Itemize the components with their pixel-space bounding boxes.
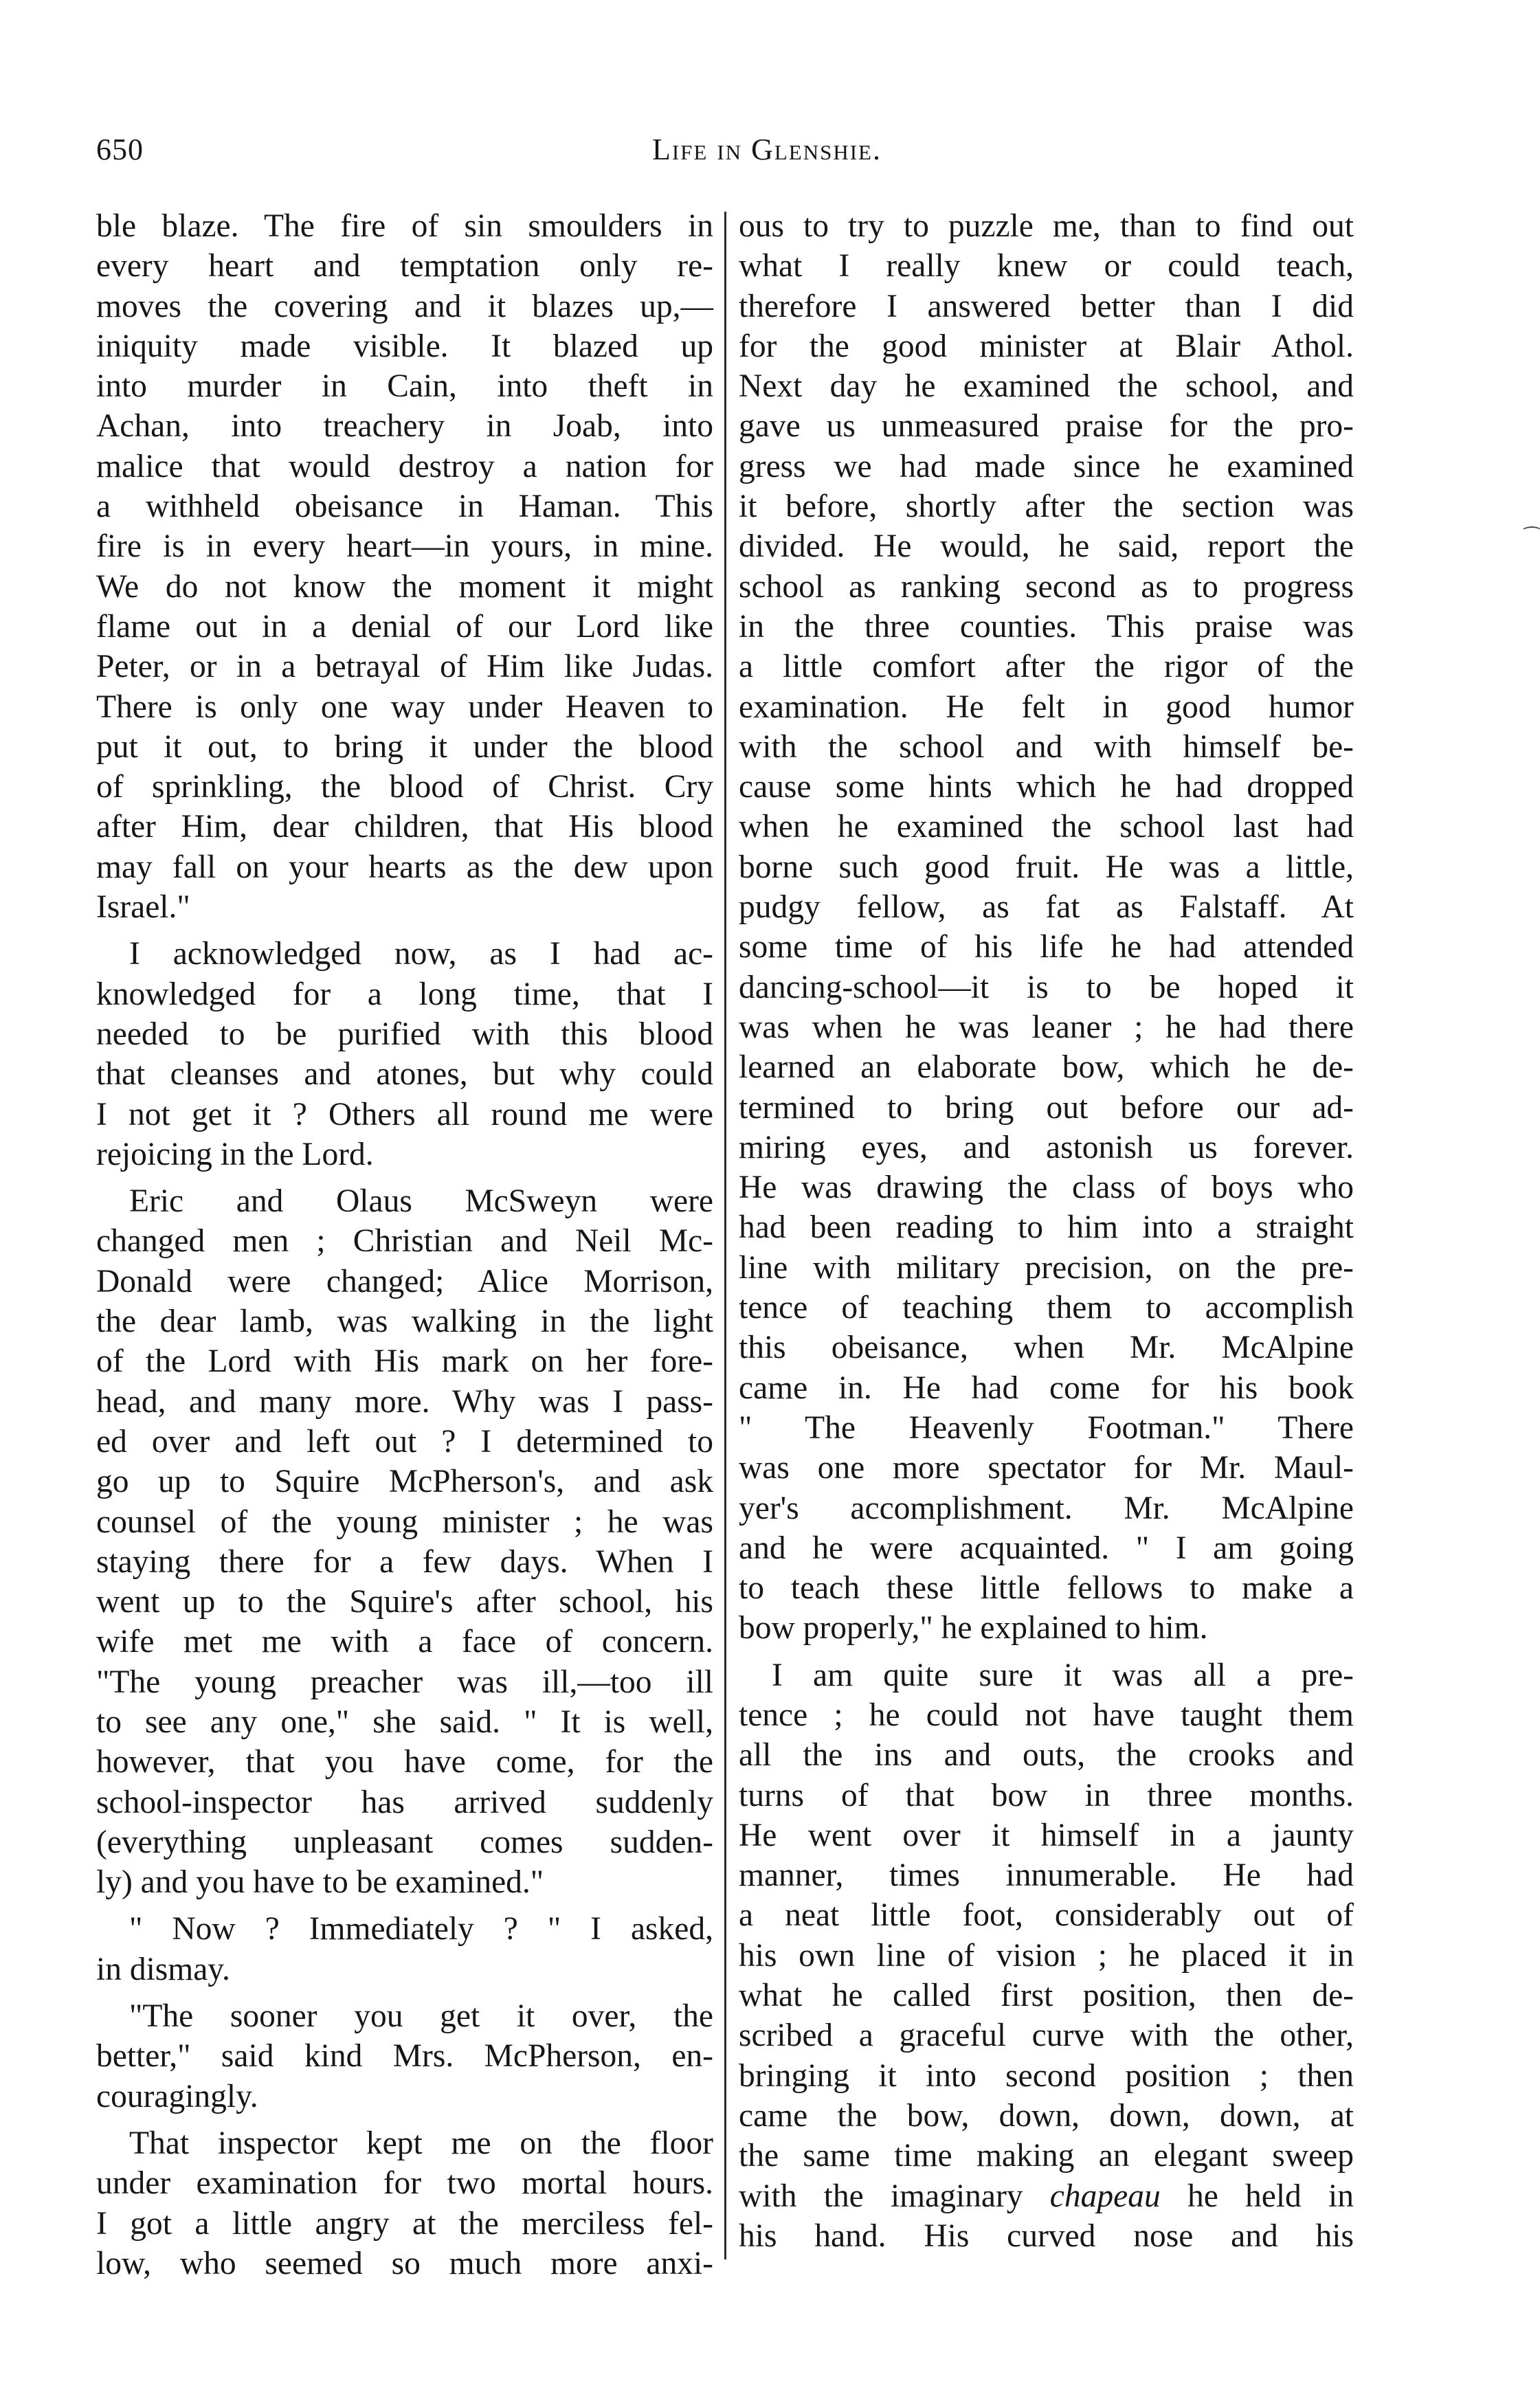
- text-line: manner, times innumerable. He had: [739, 1857, 1354, 1894]
- text-line: gave us unmeasured praise for the pro-: [739, 408, 1354, 445]
- text-line: low, who seemed so much more anxi-: [96, 2245, 713, 2281]
- text-line: what he called first position, then de-: [739, 1978, 1354, 2014]
- text-line: knowledged for a long time, that I: [96, 976, 713, 1012]
- text-line: it before, shortly after the section was: [739, 489, 1354, 525]
- text-line: "The sooner you get it over, the: [129, 1998, 713, 2035]
- text-line: wife met me with a face of concern.: [96, 1624, 713, 1660]
- text-line: turns of that bow in three months.: [739, 1777, 1354, 1813]
- text-line: into murder in Cain, into theft in: [96, 368, 713, 405]
- text-line: put it out, to bring it under the blood: [96, 728, 713, 765]
- text-line: ble blaze. The fire of sin smoulders in: [96, 208, 713, 244]
- text-line: better," said kind Mrs. McPherson, en-: [96, 2038, 713, 2075]
- text-line: ly) and you have to be examined.": [96, 1864, 544, 1901]
- italic-word: chapeau: [1049, 2178, 1161, 2214]
- text-line: There is only one way under Heaven to: [96, 689, 713, 725]
- text-line: the same time making an elegant sweep: [739, 2138, 1354, 2174]
- text-line: I acknowledged now, as I had ac-: [129, 936, 713, 972]
- text-line: scribed a graceful curve with the other,: [739, 2018, 1354, 2054]
- text-line: his hand. His curved nose and his: [739, 2218, 1354, 2254]
- text-line: I am quite sure it was all a pre-: [772, 1657, 1354, 1693]
- text-line: He went over it himself in a jaunty: [739, 1817, 1354, 1853]
- text-line: in dismay.: [96, 1951, 230, 1987]
- text-line: under examination for two mortal hours.: [96, 2165, 713, 2202]
- text-line: with the school and with himself be-: [739, 728, 1354, 765]
- text-line: He was drawing the class of boys who: [739, 1170, 1354, 1206]
- text-line: cause some hints which he had dropped: [739, 769, 1354, 805]
- text-line: ous to try to puzzle me, than to find out: [739, 208, 1354, 244]
- text-line: gress we had made since he examined: [739, 448, 1354, 484]
- text-line: a withheld obeisance in Haman. This: [96, 489, 713, 525]
- text-line: line with military precision, on the pre-: [739, 1249, 1354, 1286]
- text-line: pudgy fellow, as fat as Falstaff. At: [739, 889, 1354, 926]
- text-line: That inspector kept me on the floor: [129, 2125, 713, 2161]
- text-line: a little comfort after the rigor of the: [739, 649, 1354, 685]
- text-line: had been reading to him into a straight: [739, 1209, 1354, 1246]
- text-line: divided. He would, he said, report the: [739, 528, 1354, 565]
- text-line: rejoicing in the Lord.: [96, 1136, 374, 1172]
- text-line: went up to the Squire's after school, his: [96, 1584, 713, 1620]
- text-line: tence of teaching them to accomplish: [739, 1290, 1354, 1326]
- text-line: staying there for a few days. When I: [96, 1543, 713, 1580]
- text-line: with the imaginary chapeau he held in: [739, 2178, 1354, 2214]
- text-line: Achan, into treachery in Joab, into: [96, 408, 713, 445]
- text-line: school-inspector has arrived suddenly: [96, 1784, 713, 1820]
- text-line: iniquity made visible. It blazed up: [96, 328, 713, 364]
- text-line: (everything unpleasant comes sudden-: [96, 1824, 713, 1860]
- text-line: Donald were changed; Alice Morrison,: [96, 1263, 713, 1299]
- text-line: in the three counties. This praise was: [739, 608, 1354, 645]
- text-line: Israel.": [96, 889, 190, 926]
- text-line: examination. He felt in good humor: [739, 689, 1354, 725]
- text-line: however, that you have come, for the: [96, 1744, 713, 1780]
- text-line: yer's accomplishment. Mr. McAlpine: [739, 1490, 1354, 1526]
- text-line: to see any one," she said. " It is well,: [96, 1704, 713, 1740]
- text-line: therefore I answered better than I did: [739, 288, 1354, 324]
- text-line: termined to bring out before our ad-: [739, 1089, 1354, 1126]
- text-line: flame out in a denial of our Lord like: [96, 608, 713, 645]
- text-line: came in. He had come for his book: [739, 1370, 1354, 1406]
- text-line: to teach these little fellows to make a: [739, 1570, 1354, 1607]
- text-line: of sprinkling, the blood of Christ. Cry: [96, 769, 713, 805]
- text-line: all the ins and outs, the crooks and: [739, 1737, 1354, 1774]
- page-number: 650: [96, 133, 144, 166]
- text-line: Eric and Olaus McSweyn were: [129, 1183, 713, 1220]
- text-line: bow properly," he explained to him.: [739, 1610, 1208, 1646]
- text-line: head, and many more. Why was I pass-: [96, 1383, 713, 1420]
- text-line: tence ; he could not have taught them: [739, 1697, 1354, 1733]
- text-line: needed to be purified with this blood: [96, 1016, 713, 1052]
- text-line: changed men ; Christian and Neil Mc-: [96, 1223, 713, 1260]
- text-line: the dear lamb, was walking in the light: [96, 1304, 713, 1340]
- text-line: I not get it ? Others all round me were: [96, 1096, 713, 1132]
- text-line: his own line of vision ; he placed it in: [739, 1937, 1354, 1974]
- text-line: learned an elaborate bow, which he de-: [739, 1049, 1354, 1086]
- column-divider: [724, 212, 726, 2259]
- text-line: may fall on your hearts as the dew upon: [96, 849, 713, 885]
- text-line: " Now ? Immediately ? " I asked,: [129, 1911, 713, 1947]
- text-line: dancing-school—it is to be hoped it: [739, 969, 1354, 1005]
- text-line: couragingly.: [96, 2078, 258, 2114]
- left-text-column: [96, 206, 713, 2283]
- text-line: I got a little angry at the merciless fel-: [96, 2205, 713, 2242]
- text-line: every heart and temptation only re-: [96, 248, 713, 284]
- text-line: that cleanses and atones, but why could: [96, 1056, 713, 1093]
- text-line: school as ranking second as to progress: [739, 568, 1354, 605]
- text-line: and he were acquainted. " I am going: [739, 1530, 1354, 1566]
- text-line: malice that would destroy a nation for: [96, 448, 713, 484]
- text-line: what I really knew or could teach,: [739, 248, 1354, 284]
- text-line: when he examined the school last had: [739, 809, 1354, 845]
- text-line: was one more spectator for Mr. Maul-: [739, 1450, 1354, 1486]
- text-line: moves the covering and it blazes up,—: [96, 288, 713, 324]
- text-line: borne such good fruit. He was a little,: [739, 849, 1354, 885]
- text-line: " The Heavenly Footman." There: [739, 1409, 1354, 1446]
- text-line: for the good minister at Blair Athol.: [739, 328, 1354, 364]
- right-text-column: [739, 206, 1354, 2256]
- text-line: counsel of the young minister ; he was: [96, 1504, 713, 1540]
- text-line: Next day he examined the school, and: [739, 368, 1354, 405]
- margin-mark: ⁀: [1524, 528, 1540, 549]
- text-line: bringing it into second position ; then: [739, 2057, 1354, 2094]
- text-line: was when he was leaner ; he had there: [739, 1009, 1354, 1045]
- text-line: miring eyes, and astonish us forever.: [739, 1129, 1354, 1165]
- text-line: fire is in every heart—in yours, in mine.: [96, 528, 713, 565]
- text-line: Peter, or in a betrayal of Him like Judas.: [96, 649, 713, 685]
- text-line: of the Lord with His mark on her fore-: [96, 1343, 713, 1380]
- running-title: Life in Glenshie.: [651, 133, 882, 166]
- text-line: ed over and left out ? I determined to: [96, 1423, 713, 1460]
- text-line: after Him, dear children, that His blood: [96, 809, 713, 845]
- text-line: a neat little foot, considerably out of: [739, 1897, 1354, 1934]
- text-line: this obeisance, when Mr. McAlpine: [739, 1330, 1354, 1366]
- text-line: some time of his life he had attended: [739, 929, 1354, 965]
- text-line: "The young preacher was ill,—too ill: [96, 1664, 713, 1700]
- text-line: go up to Squire McPherson's, and ask: [96, 1464, 713, 1500]
- text-line: came the bow, down, down, down, at: [739, 2097, 1354, 2134]
- text-line: We do not know the moment it might: [96, 568, 713, 605]
